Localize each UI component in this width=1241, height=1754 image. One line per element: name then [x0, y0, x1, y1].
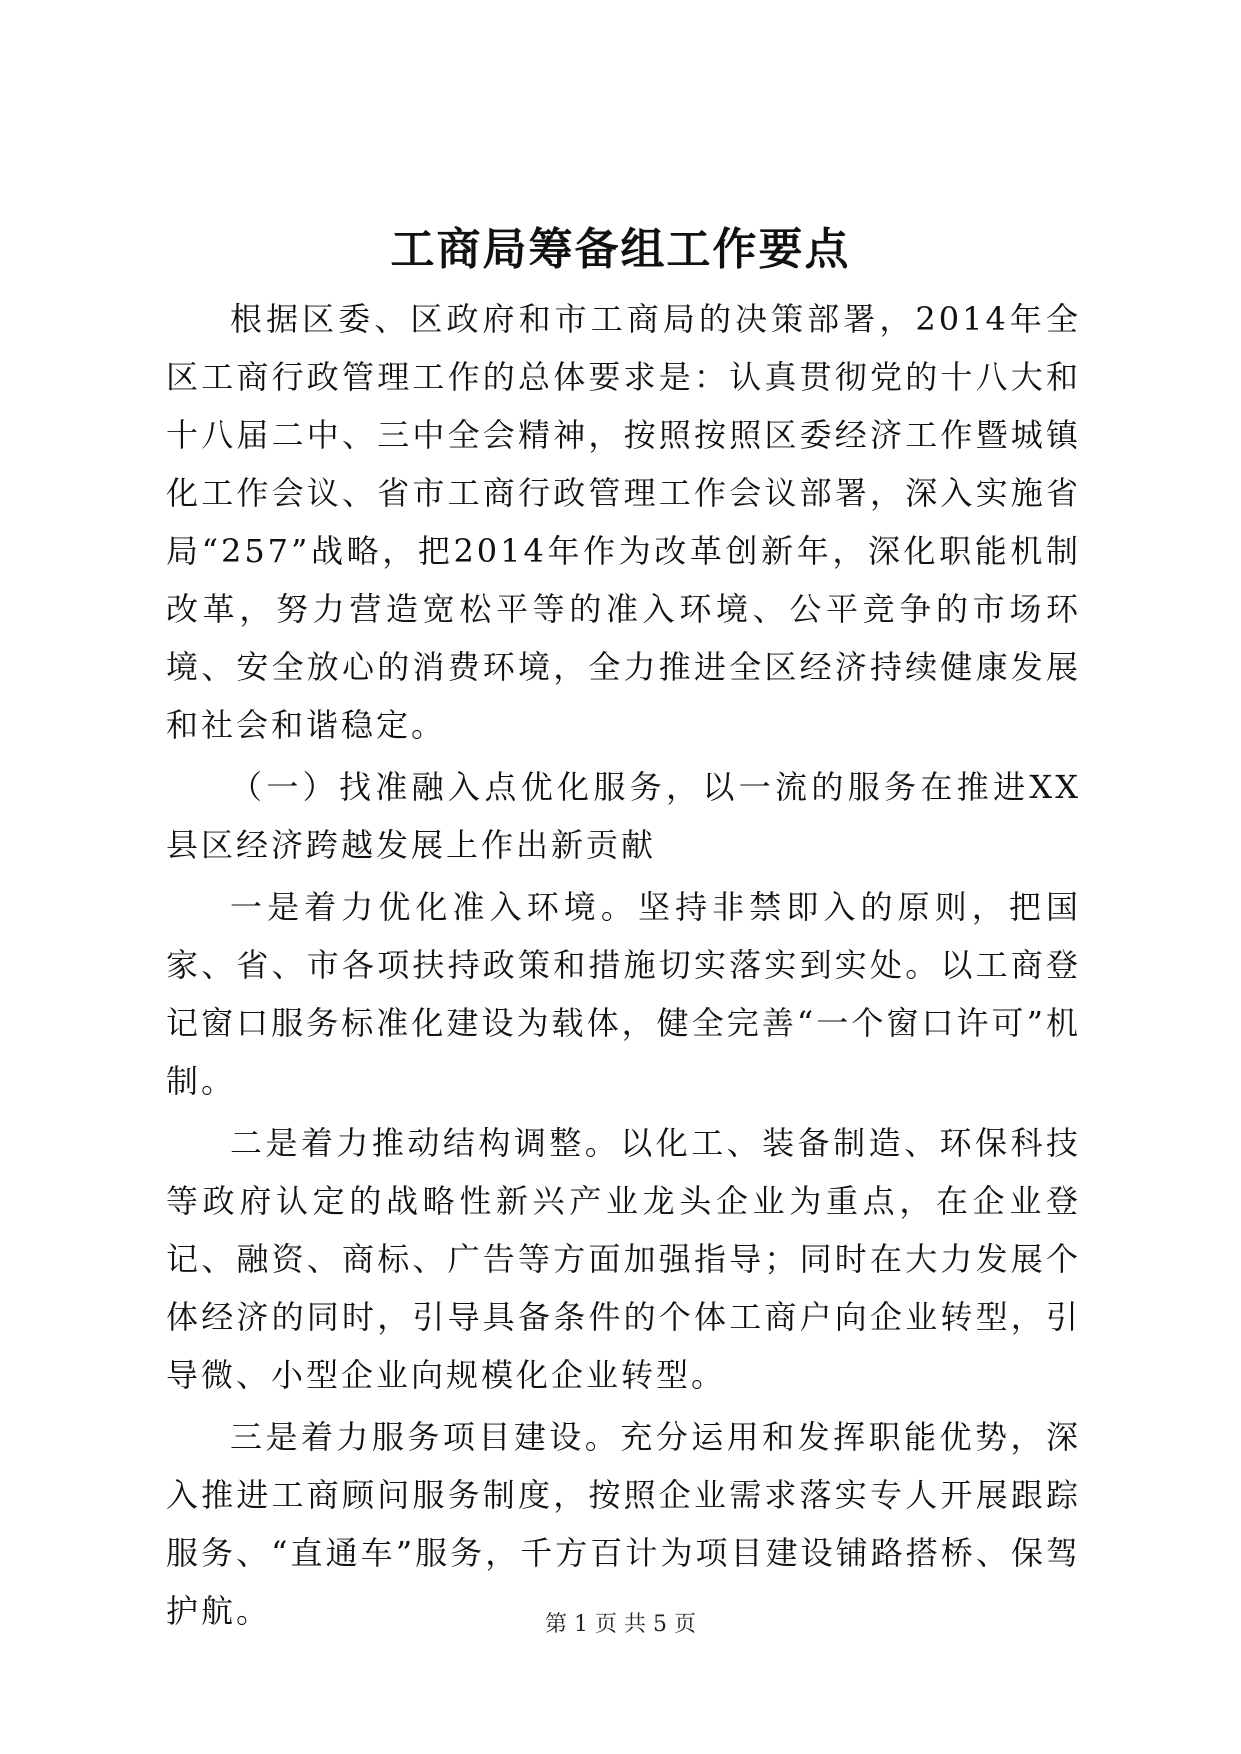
paragraph-section-heading: （一）找准融入点优化服务，以一流的服务在推进XX县区经济跨越发展上作出新贡献 — [166, 768, 1081, 864]
document-title: 工商局筹备组工作要点 — [390, 224, 851, 275]
paragraph-point-two: 二是着力推动结构调整。以化工、装备制造、环保科技等政府认定的战略性新兴产业龙头企业为重点，在企业登记、融资、商标、广告等方面加强指导；同时在大力发展个体经济的同时，引导具备条件的个体工商户向企业转型，引导微、小型企业向规模化企业转型。 — [166, 1124, 1081, 1394]
paragraph-point-three: 三是着力服务项目建设。充分运用和发挥职能优势，深入推进工商顾问服务制度，按照企业需求落实专人开展跟踪服务、“直通车”服务，千方百计为项目建设铺路搭桥、保驾护航。 — [166, 1418, 1081, 1630]
document-body — [166, 290, 1081, 1640]
paragraph-point-one: 一是着力优化准入环境。坚持非禁即入的原则，把国家、省、市各项扶持政策和措施切实落实到实处。以工商登记窗口服务标准化建设为载体，健全完善“一个窗口许可”机制。 — [166, 888, 1081, 1100]
paragraph-intro: 根据区委、区政府和市工商局的决策部署，2014年全区工商行政管理工作的总体要求是：认真贯彻党的十八大和十八届二中、三中全会精神，按照按照区委经济工作暨城镇化工作会议、省市工商行政管理工作会议部署，深入实施省局“257”战略，把2014年作为改革创新年，深化职能机制改革，努力营造宽松平等的准入环境、公平竞争的市场环境、安全放心的消费环境，全力推进全区经济持续健康发展和社会和谐稳定。 — [166, 300, 1081, 744]
page-number-footer: 第 1 页 共 5 页 — [545, 1612, 696, 1637]
